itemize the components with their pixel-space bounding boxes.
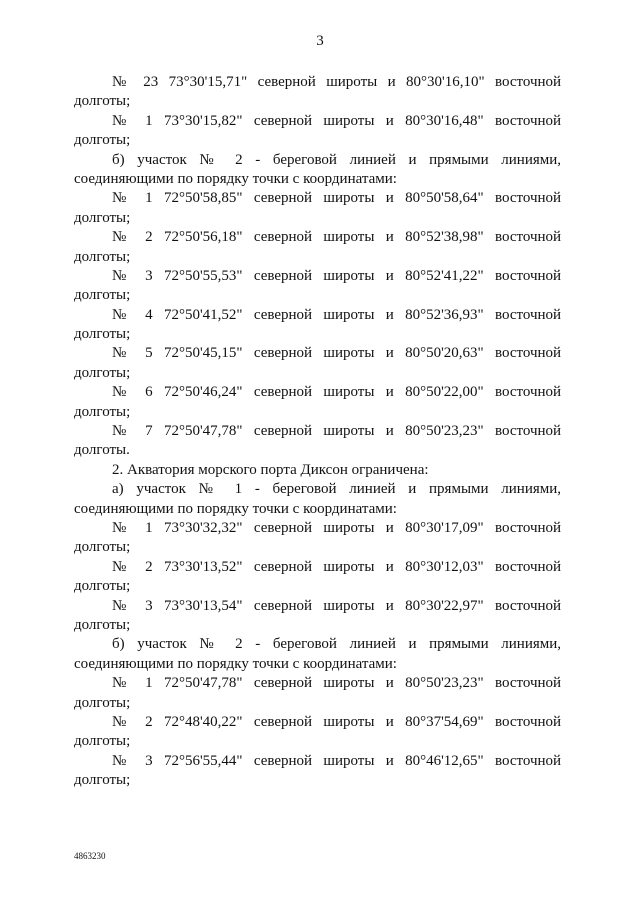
text-line: долготы;: [74, 132, 131, 149]
line-word: прямыми: [429, 481, 489, 498]
coord-lon-word: восточной: [494, 384, 562, 401]
coord-lat-word: северной: [253, 597, 313, 614]
coord-lat: 72°50'58,85": [163, 190, 243, 207]
coord-lon: 80°52'36,93": [405, 306, 484, 323]
coord-num: № 1: [112, 519, 153, 536]
coord-lat-word: северной: [253, 752, 313, 769]
coord-lat: 72°50'41,52": [163, 306, 243, 323]
coord-lat-word2: широты: [323, 713, 375, 730]
coord-num: № 3: [112, 597, 153, 614]
coord-lat: 72°56'55,44": [163, 752, 243, 769]
coordinate-line: [74, 383, 561, 402]
coord-conj: и: [385, 752, 394, 769]
coord-lat: 73°30'15,82": [163, 112, 243, 129]
coord-lat: 72°50'47,78": [163, 423, 243, 440]
coord-lat-word: северной: [253, 675, 313, 692]
coord-lon: 80°52'38,98": [405, 229, 484, 246]
coordinate-line: [74, 344, 561, 363]
text-line: 2. Акватория морского порта Диксон ограничена:: [112, 461, 429, 478]
line-word: -: [255, 636, 261, 653]
coord-lon-word: восточной: [494, 112, 562, 129]
text-line: долготы;: [74, 326, 131, 343]
coord-lon-word: восточной: [494, 519, 562, 536]
section-heading-line: [74, 480, 561, 499]
coord-num: № 23: [112, 74, 159, 90]
coord-lat-word2: широты: [323, 229, 375, 246]
line-word: а) участок: [112, 481, 186, 498]
line-word: линией: [349, 151, 396, 168]
coord-conj: и: [385, 267, 394, 284]
text-line: соединяющими по порядку точки с координатами:: [74, 655, 397, 672]
document-code: 4863230: [74, 851, 106, 861]
coord-lat: 73°30'32,32": [163, 519, 243, 536]
coord-num: № 1: [112, 190, 153, 207]
coord-lat: 72°50'47,78": [163, 675, 243, 692]
line-word: б) участок: [112, 636, 187, 653]
coord-lon-word: восточной: [494, 306, 562, 323]
coord-lat-word: северной: [253, 112, 313, 129]
coordinate-line: [74, 713, 561, 732]
coordinate-line: [74, 73, 561, 92]
coord-lat: 73°30'13,52": [163, 558, 243, 575]
text-line: долготы;: [74, 93, 131, 110]
coord-lat-word: северной: [253, 558, 313, 575]
coord-conj: и: [385, 558, 394, 575]
coord-lon: 80°50'22,00": [405, 384, 484, 401]
line-word: № 1: [198, 481, 243, 498]
coordinate-line: [74, 267, 561, 286]
line-word: линией: [349, 481, 396, 498]
coord-lat: 72°50'46,24": [163, 384, 243, 401]
coord-lat-word2: широты: [323, 384, 375, 401]
coord-lat-word: северной: [253, 190, 313, 207]
coordinate-line: [74, 228, 561, 247]
coordinate-line: [74, 674, 561, 693]
coord-num: № 1: [112, 112, 153, 129]
text-line: долготы;: [74, 287, 131, 304]
coord-lon-word: восточной: [494, 752, 562, 769]
coord-lat-word2: широты: [323, 558, 375, 575]
coord-lat-word: северной: [253, 229, 313, 246]
coord-lat: 72°50'45,15": [163, 345, 243, 362]
text-line: долготы;: [74, 248, 131, 265]
coord-lon-word: восточной: [494, 74, 562, 90]
coord-lon: 80°50'20,63": [405, 345, 484, 362]
coord-num: № 3: [112, 267, 153, 284]
line-word: и: [408, 151, 417, 168]
coord-lat-word2: широты: [323, 112, 375, 129]
coord-conj: и: [385, 597, 394, 614]
coord-num: № 5: [112, 345, 153, 362]
line-word: и: [408, 636, 417, 653]
coord-lon: 80°50'23,23": [405, 423, 484, 440]
coord-lat: 73°30'13,54": [163, 597, 243, 614]
coord-lat-word2: широты: [323, 306, 375, 323]
coord-lon-word: восточной: [494, 713, 562, 730]
coordinate-line: [74, 422, 561, 441]
coord-lat: 72°48'40,22": [163, 713, 243, 730]
line-word: -: [254, 481, 260, 498]
line-word: и: [408, 481, 417, 498]
coord-lat-word2: широты: [323, 345, 375, 362]
line-word: линиями,: [501, 481, 562, 498]
coord-num: № 2: [112, 558, 153, 575]
coord-lat-word2: широты: [323, 423, 375, 440]
line-word: -: [255, 151, 261, 168]
coord-conj: и: [385, 713, 394, 730]
coord-lat-word2: широты: [323, 519, 375, 536]
coordinate-line: [74, 558, 561, 577]
section-heading-line: [74, 151, 561, 170]
text-line: долготы;: [74, 616, 131, 633]
coord-conj: и: [385, 384, 394, 401]
coord-lon: 80°30'22,97": [405, 597, 484, 614]
line-word: линиями,: [501, 151, 562, 168]
coordinate-line: [74, 189, 561, 208]
line-word: № 2: [199, 151, 243, 168]
coord-conj: и: [385, 190, 394, 207]
coord-num: № 3: [112, 752, 153, 769]
coord-num: № 4: [112, 306, 153, 323]
coord-lat-word2: широты: [323, 190, 375, 207]
line-word: № 2: [199, 636, 243, 653]
coord-conj: и: [385, 229, 394, 246]
text-line: долготы;: [74, 364, 131, 381]
coord-lat-word2: широты: [326, 74, 378, 90]
coord-conj: и: [385, 345, 394, 362]
coordinate-line: [74, 519, 561, 538]
coord-lat-word2: широты: [323, 597, 375, 614]
coord-lon-word: восточной: [494, 345, 562, 362]
coord-lat-word: северной: [257, 74, 316, 90]
coord-num: № 1: [112, 675, 153, 692]
coord-lat-word2: широты: [323, 675, 375, 692]
line-word: линией: [349, 636, 396, 653]
line-word: б) участок: [112, 151, 187, 168]
coord-lon-word: восточной: [494, 597, 562, 614]
line-word: линиями,: [501, 636, 562, 653]
coord-lat: 73°30'15,71": [168, 74, 248, 90]
coord-lon: 80°52'41,22": [405, 267, 484, 284]
coord-conj: и: [385, 423, 394, 440]
text-line: долготы.: [74, 442, 130, 459]
text-line: долготы;: [74, 578, 131, 595]
coord-conj: и: [385, 306, 394, 323]
coordinate-line: [74, 597, 561, 616]
text-line: соединяющими по порядку точки с координатами:: [74, 500, 397, 517]
coord-lon: 80°30'16,10": [406, 74, 485, 90]
coord-lon: 80°30'16,48": [405, 112, 484, 129]
coord-lat: 72°50'55,53": [163, 267, 243, 284]
coord-lon-word: восточной: [494, 675, 562, 692]
coord-lat-word: северной: [253, 384, 313, 401]
coord-lat-word: северной: [253, 519, 313, 536]
line-word: береговой: [272, 151, 337, 168]
coordinate-line: [74, 306, 561, 325]
text-line: долготы;: [74, 772, 131, 789]
text-line: долготы;: [74, 403, 131, 420]
coord-lat-word: северной: [253, 345, 313, 362]
line-word: береговой: [272, 481, 337, 498]
line-word: прямыми: [429, 636, 489, 653]
coord-lat-word2: широты: [323, 752, 375, 769]
coord-lon: 80°30'17,09": [405, 519, 484, 536]
document-body: [74, 73, 561, 790]
coord-lon: 80°50'23,23": [405, 675, 484, 692]
coord-lat: 72°50'56,18": [163, 229, 243, 246]
coord-num: № 2: [112, 713, 153, 730]
text-line: долготы;: [74, 733, 131, 750]
coord-conj: и: [385, 519, 394, 536]
coord-lat-word: северной: [253, 423, 313, 440]
line-word: прямыми: [429, 151, 489, 168]
coord-lon: 80°46'12,65": [405, 752, 484, 769]
page-number: 3: [316, 33, 324, 49]
text-line: долготы;: [74, 209, 131, 226]
coord-lat-word2: широты: [323, 267, 375, 284]
text-line: долготы;: [74, 694, 131, 711]
coord-lon: 80°50'58,64": [405, 190, 484, 207]
coord-lat-word: северной: [253, 713, 313, 730]
coord-lon: 80°37'54,69": [405, 713, 484, 730]
coord-lon-word: восточной: [494, 267, 562, 284]
coord-conj: и: [385, 112, 394, 129]
coord-lon-word: восточной: [494, 558, 562, 575]
coord-lon-word: восточной: [494, 423, 562, 440]
coord-lat-word: северной: [253, 267, 313, 284]
coord-lon-word: восточной: [494, 190, 562, 207]
coord-num: № 6: [112, 384, 153, 401]
text-line: соединяющими по порядку точки с координатами:: [74, 170, 397, 187]
coord-conj: и: [385, 675, 394, 692]
coord-num: № 2: [112, 229, 153, 246]
line-word: береговой: [272, 636, 337, 653]
coordinate-line: [74, 752, 561, 771]
text-line: долготы;: [74, 539, 131, 556]
coord-lat-word: северной: [253, 306, 313, 323]
section-heading-line: [74, 635, 561, 654]
coord-conj: и: [387, 74, 396, 90]
coord-lon-word: восточной: [494, 229, 562, 246]
coord-num: № 7: [112, 423, 153, 440]
coordinate-line: [74, 112, 561, 131]
coord-lon: 80°30'12,03": [405, 558, 484, 575]
